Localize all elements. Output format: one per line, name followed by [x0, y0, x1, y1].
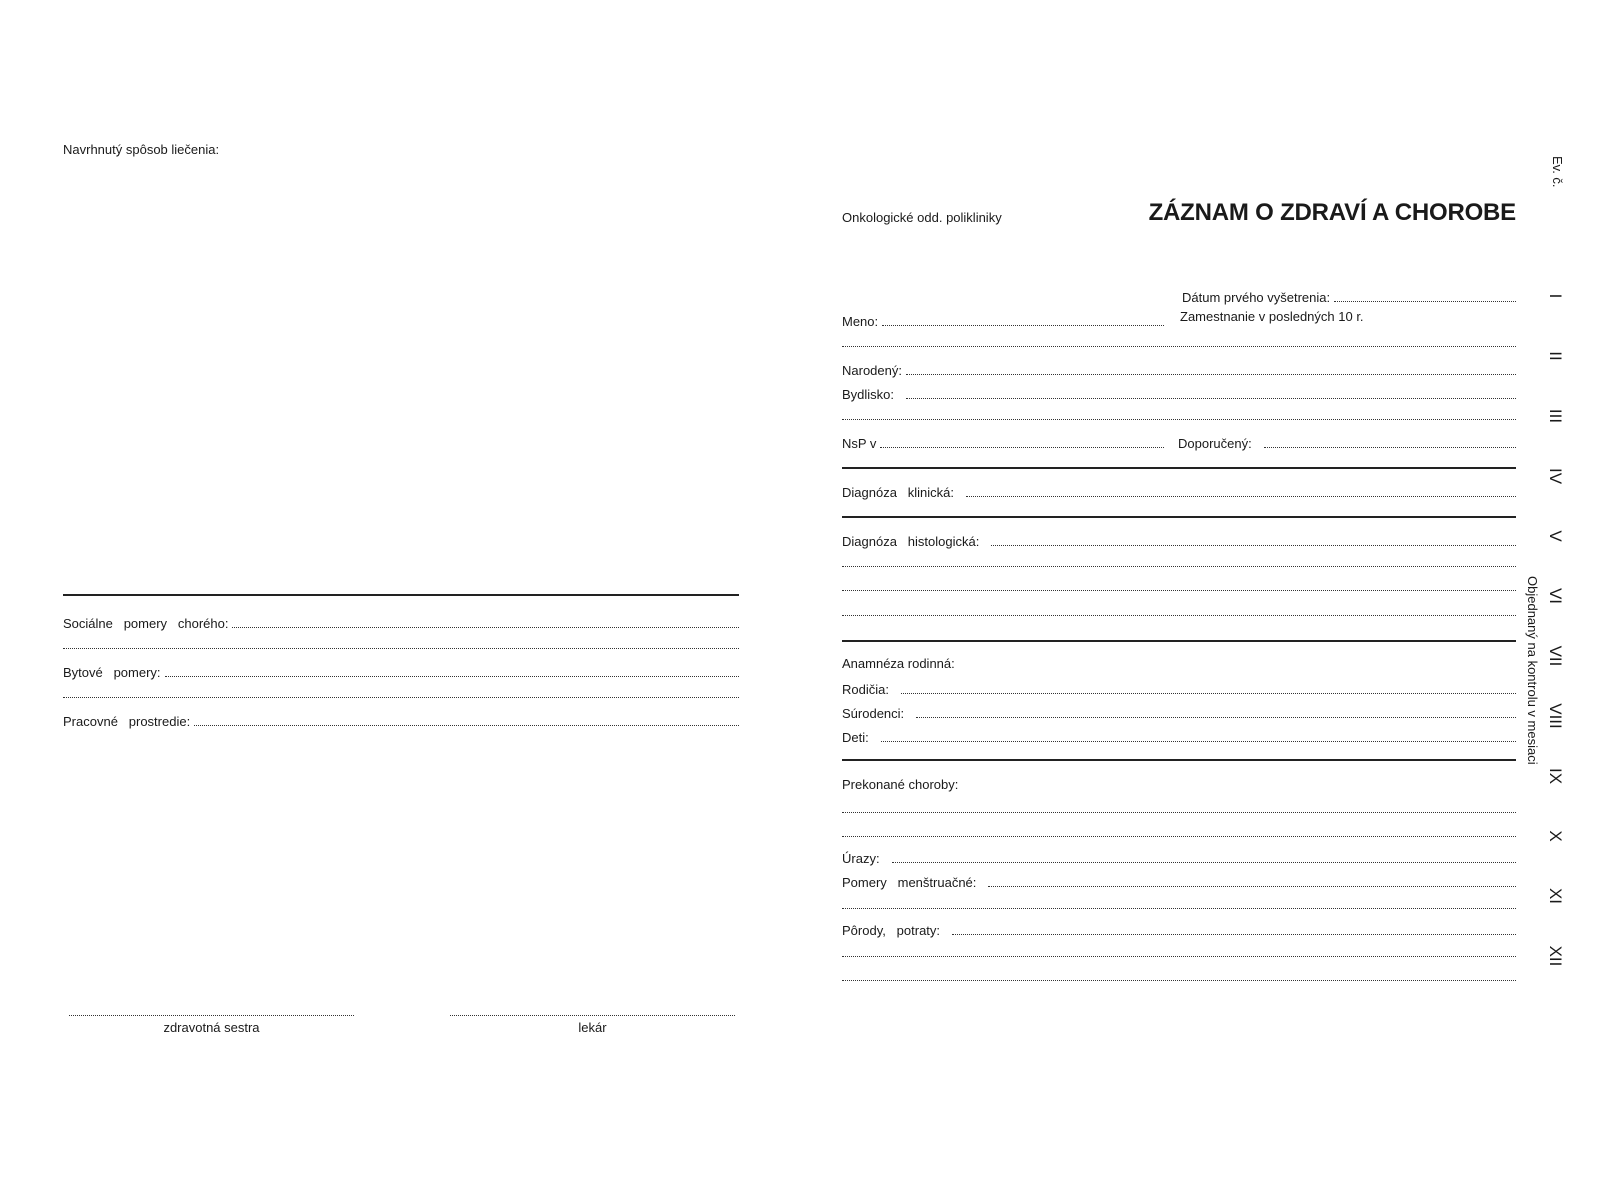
- siblings-field[interactable]: [842, 701, 1516, 721]
- fill-line: [880, 447, 1164, 448]
- fill-line: [988, 886, 1516, 887]
- siblings-label: Súrodenci:: [842, 706, 905, 721]
- section-divider: [63, 594, 739, 596]
- social-conditions-label: Sociálne pomery chorého:: [63, 616, 229, 631]
- section-divider: [842, 640, 1516, 642]
- fill-line[interactable]: [63, 697, 739, 698]
- fill-line[interactable]: [842, 908, 1516, 909]
- month-marker-12[interactable]: XII: [1546, 945, 1565, 967]
- housing-conditions-field[interactable]: [63, 660, 739, 680]
- treatment-label: Navrhnutý spôsob liečenia:: [63, 142, 220, 157]
- fill-line: [194, 725, 739, 726]
- fill-line: [906, 398, 1516, 399]
- section-divider: [842, 467, 1516, 469]
- month-marker-2[interactable]: II: [1546, 351, 1565, 361]
- name-label: Meno:: [842, 314, 879, 329]
- injuries-label: Úrazy:: [842, 851, 880, 866]
- first-exam-date-label: Dátum prvého vyšetrenia:: [1182, 290, 1331, 305]
- recommended-field[interactable]: [1178, 431, 1516, 451]
- fill-line[interactable]: [842, 980, 1516, 981]
- work-environment-label: Pracovné prostredie:: [63, 714, 191, 729]
- fill-line[interactable]: [63, 648, 739, 649]
- fill-line: [901, 693, 1516, 694]
- fill-line: [892, 862, 1516, 863]
- parents-field[interactable]: [842, 677, 1516, 697]
- first-exam-date-field[interactable]: [1182, 285, 1516, 305]
- children-label: Deti:: [842, 730, 869, 745]
- births-label: Pôrody, potraty:: [842, 923, 941, 938]
- injuries-field[interactable]: [842, 846, 1516, 866]
- month-marker-9[interactable]: IX: [1546, 767, 1565, 785]
- department-label: Onkologické odd. polikliniky: [842, 210, 1002, 225]
- fill-line: [952, 934, 1516, 935]
- month-marker-1[interactable]: I: [1546, 293, 1565, 299]
- control-visit-label: Objednaný na kontrolu v mesiaci: [1525, 576, 1540, 765]
- residence-label: Bydlisko:: [842, 387, 895, 402]
- work-environment-field[interactable]: [63, 709, 739, 729]
- fill-line[interactable]: [842, 956, 1516, 957]
- fill-line: [1264, 447, 1516, 448]
- fill-line[interactable]: [842, 812, 1516, 813]
- fill-line[interactable]: [842, 566, 1516, 567]
- born-field[interactable]: [842, 358, 1516, 378]
- fill-line: [232, 627, 739, 628]
- fill-line[interactable]: [842, 836, 1516, 837]
- fill-line[interactable]: [842, 615, 1516, 616]
- menstrual-label: Pomery menštruačné:: [842, 875, 977, 890]
- past-diseases-label: Prekonané choroby:: [842, 777, 959, 792]
- fill-line: [991, 545, 1516, 546]
- social-conditions-field[interactable]: [63, 611, 739, 631]
- clinical-diagnosis-field[interactable]: [842, 480, 1516, 500]
- histological-diagnosis-label: Diagnóza histologická:: [842, 534, 980, 549]
- fill-line[interactable]: [842, 590, 1516, 591]
- born-label: Narodený:: [842, 363, 902, 378]
- parents-label: Rodičia:: [842, 682, 889, 697]
- section-divider: [842, 516, 1516, 518]
- signature-line: [450, 1015, 735, 1016]
- fill-line[interactable]: [842, 346, 1516, 347]
- menstrual-field[interactable]: [842, 870, 1516, 890]
- fill-line: [906, 374, 1516, 375]
- name-field[interactable]: [842, 309, 1164, 329]
- month-marker-5[interactable]: V: [1546, 530, 1565, 542]
- month-marker-4[interactable]: IV: [1546, 467, 1565, 485]
- month-marker-7[interactable]: VII: [1546, 645, 1565, 667]
- form-title: ZÁZNAM O ZDRAVÍ A CHOROBE: [1148, 199, 1516, 226]
- fill-line: [881, 741, 1516, 742]
- doctor-label: lekár: [578, 1020, 607, 1035]
- signature-line: [69, 1015, 354, 1016]
- children-field[interactable]: [842, 725, 1516, 745]
- housing-conditions-label: Bytové pomery:: [63, 665, 161, 680]
- fill-line: [882, 325, 1164, 326]
- registration-number-label: Ev. č.: [1550, 156, 1565, 188]
- fill-line: [1334, 301, 1516, 302]
- section-divider: [842, 759, 1516, 761]
- family-history-label: Anamnéza rodinná:: [842, 656, 955, 671]
- residence-field[interactable]: [842, 382, 1516, 402]
- fill-line: [966, 496, 1516, 497]
- month-marker-8[interactable]: VIII: [1546, 703, 1565, 729]
- month-marker-6[interactable]: VI: [1546, 587, 1565, 605]
- births-field[interactable]: [842, 918, 1516, 938]
- clinical-diagnosis-label: Diagnóza klinická:: [842, 485, 954, 500]
- employment-label: Zamestnanie v posledných 10 r.: [1180, 309, 1364, 324]
- fill-line[interactable]: [842, 419, 1516, 420]
- nsp-field[interactable]: [842, 431, 1164, 451]
- nsp-label: NsP v: [842, 436, 877, 451]
- month-marker-10[interactable]: X: [1546, 830, 1565, 842]
- month-marker-11[interactable]: XI: [1546, 887, 1565, 905]
- recommended-label: Doporučený:: [1178, 436, 1252, 451]
- month-marker-3[interactable]: III: [1546, 408, 1565, 424]
- fill-line: [165, 676, 739, 677]
- nurse-label: zdravotná sestra: [163, 1020, 260, 1035]
- histological-diagnosis-field[interactable]: [842, 529, 1516, 549]
- fill-line: [916, 717, 1516, 718]
